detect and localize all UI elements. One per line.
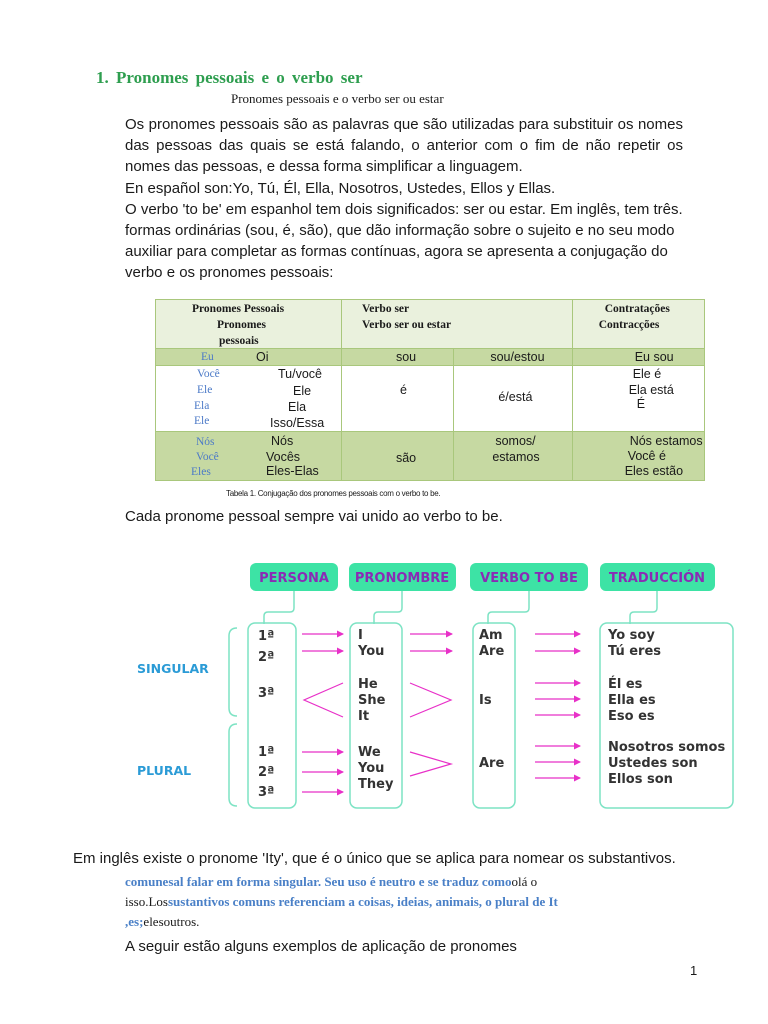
pronombre-item: You bbox=[358, 644, 385, 659]
pronoun-label: Ele bbox=[197, 384, 213, 397]
traduccion-item: Yo soy bbox=[608, 628, 655, 643]
pronombre-item: It bbox=[358, 709, 370, 724]
cell-text: Ela está bbox=[628, 383, 674, 398]
cell-text: são bbox=[395, 450, 417, 465]
cell-text: Você é bbox=[627, 448, 666, 463]
connector-line bbox=[264, 591, 294, 624]
header-cell-pronouns bbox=[156, 300, 342, 349]
section-subheading: Pronomes pessoais e o verbo ser ou estar bbox=[231, 91, 444, 106]
persona-item: 1ª bbox=[258, 629, 275, 644]
it-usage-text: sustantivos comuns referenciam a coisas, ideias, animais, o plural de It bbox=[167, 894, 558, 909]
cell-text: é/está bbox=[498, 390, 533, 405]
header-text: Verbo ser bbox=[361, 303, 410, 315]
traduccion-item: Nosotros somos bbox=[608, 740, 726, 755]
cell-text: Nós estamos bbox=[629, 433, 703, 448]
section-heading: 1. Pronomes pessoais e o verbo ser bbox=[96, 68, 363, 87]
verbo-item: Are bbox=[479, 756, 505, 771]
cell-text: Ela bbox=[288, 400, 307, 415]
header-text: Verbo ser ou estar bbox=[361, 319, 452, 331]
it-usage-text: elesoutros. bbox=[143, 914, 200, 929]
traduccion-item: Eso es bbox=[608, 709, 655, 724]
cell-text: somos/ bbox=[495, 433, 536, 448]
connector-line bbox=[374, 591, 402, 624]
paragraph-intro: Os pronomes pessoais são as palavras que são utilizadas para substituir os nomes das pessoas das quais se está falando, o anterior com o fim de não repetir os nomes das pessoas, e dessa forma simplificar a linguagem. bbox=[125, 116, 683, 175]
cell-text: Ele é bbox=[632, 367, 662, 382]
cell-text: Isso/Essa bbox=[270, 416, 325, 431]
cell-text: Oi bbox=[256, 350, 269, 365]
table-cell bbox=[156, 349, 342, 366]
pronoun-label: Ele bbox=[194, 415, 210, 428]
table-cell bbox=[572, 349, 704, 366]
page-number: 1 bbox=[690, 963, 698, 978]
table-cell bbox=[454, 366, 572, 431]
it-usage-text: comunesal falar em forma singular. Seu uso é neutro e se traduz como bbox=[125, 874, 512, 889]
paragraph-examples-intro: A seguir estão alguns exemplos de aplicação de pronomes bbox=[125, 938, 517, 955]
table-cell bbox=[341, 431, 453, 480]
pronombre-item: They bbox=[358, 777, 394, 792]
header-text: Contratações bbox=[604, 303, 670, 315]
pronombre-item: I bbox=[358, 628, 363, 643]
cell-text: Eu sou bbox=[634, 350, 674, 365]
connector-line bbox=[488, 591, 529, 624]
traduccion-item: Tú eres bbox=[608, 644, 662, 659]
cell-text: sou/estou bbox=[490, 350, 545, 365]
paragraph-pronoun-rule: Cada pronome pessoal sempre vai unido ao verbo to be. bbox=[125, 508, 503, 525]
cell-text: é bbox=[399, 383, 407, 398]
cell-text: Vocês bbox=[266, 449, 301, 464]
persona-item: 3ª bbox=[258, 686, 275, 701]
cell-text: Tu/você bbox=[278, 367, 323, 382]
diagram-header-verbo: VERBO TO BE bbox=[480, 571, 578, 586]
conjugation-table bbox=[155, 299, 705, 481]
pronoun-label: Você bbox=[197, 368, 220, 381]
pronoun-label: Eu bbox=[201, 351, 214, 364]
singular-label: SINGULAR bbox=[137, 661, 209, 676]
pronoun-label: Nós bbox=[196, 435, 215, 448]
traduccion-item: Ella es bbox=[608, 693, 656, 708]
pronoun-label: Você bbox=[196, 450, 219, 463]
table-cell bbox=[454, 349, 572, 366]
cell-text: Nós bbox=[271, 433, 294, 448]
table-header-row bbox=[156, 300, 705, 349]
verbo-item: Is bbox=[479, 693, 492, 708]
paragraph-verb-to-be: O verbo 'to be' em espanhol tem dois significados: ser ou estar. Em inglês, tem três. formas ordinárias (sou, é, são), que dão informação sobre o sujeito e no seu modo auxiliar para completar as formas contínuas, agora se apresenta a conjugação do verbo e os pronomes pessoais: bbox=[125, 201, 683, 281]
pronombre-item: We bbox=[358, 745, 381, 760]
cell-text: Eles estão bbox=[624, 463, 684, 478]
pronoun-label: Ela bbox=[194, 400, 210, 413]
fan-chevron bbox=[410, 752, 451, 776]
table-cell bbox=[156, 366, 342, 431]
table-cell bbox=[156, 431, 342, 480]
singular-bracket bbox=[229, 628, 237, 716]
cell-text: É bbox=[636, 397, 646, 412]
paragraph-it-pronoun: Em inglês existe o pronome 'Ity', que é o único que se aplica para nomear os substantivos. bbox=[73, 850, 676, 867]
it-usage-text: olá o bbox=[511, 874, 538, 889]
paragraph-spanish-pronouns: En español son:Yo, Tú, Él, Ella, Nosotros, Ustedes, Ellos y Ellas. bbox=[125, 180, 556, 197]
persona-item: 3ª bbox=[258, 785, 275, 800]
table-cell bbox=[454, 431, 572, 480]
table-cell bbox=[572, 431, 704, 480]
verbo-item: Am bbox=[479, 628, 503, 643]
it-usage-text: ,es; bbox=[125, 914, 144, 929]
persona-item: 2ª bbox=[258, 765, 275, 780]
header-text: pessoais bbox=[219, 335, 259, 347]
header-cell-contractions bbox=[572, 300, 704, 349]
header-cell-verb bbox=[341, 300, 572, 349]
fan-chevron bbox=[304, 683, 343, 717]
table-cell bbox=[341, 366, 453, 431]
diagram-header-pronombre: PRONOMBRE bbox=[354, 571, 450, 586]
persona-item: 1ª bbox=[258, 745, 275, 760]
fan-chevron bbox=[410, 683, 451, 717]
persona-item: 2ª bbox=[258, 650, 275, 665]
plural-label: PLURAL bbox=[137, 763, 192, 778]
cell-text: estamos bbox=[492, 449, 540, 464]
cell-text: Eles-Elas bbox=[266, 463, 319, 478]
table-caption: Tabela 1. Conjugação dos pronomes pessoais com o verbo to be. bbox=[226, 489, 441, 498]
verbo-item: Are bbox=[479, 644, 505, 659]
diagram-header-persona: PERSONA bbox=[259, 571, 329, 586]
table-row bbox=[156, 366, 705, 431]
cell-text: Ele bbox=[293, 384, 312, 399]
pronoun-diagram bbox=[130, 560, 740, 812]
traduccion-item: Ustedes son bbox=[608, 756, 698, 771]
traduccion-item: Ellos son bbox=[608, 772, 673, 787]
traduccion-item: Él es bbox=[608, 677, 643, 692]
pronombre-item: She bbox=[358, 693, 386, 708]
diagram-header-traduccion: TRADUCCIÓN bbox=[608, 571, 706, 586]
table-row bbox=[156, 431, 705, 480]
table-cell bbox=[341, 349, 453, 366]
it-usage-text: isso.Los bbox=[125, 894, 168, 909]
connector-line bbox=[630, 591, 657, 624]
pronoun-label: Eles bbox=[191, 465, 211, 478]
header-text: Contracções bbox=[598, 319, 660, 331]
cell-text: sou bbox=[395, 350, 417, 365]
pronombre-item: You bbox=[358, 761, 385, 776]
table-cell bbox=[572, 366, 704, 431]
header-text: Pronomes Pessoais bbox=[192, 303, 285, 315]
pronombre-item: He bbox=[358, 677, 378, 692]
header-text: Pronomes bbox=[217, 319, 266, 331]
table-row bbox=[156, 349, 705, 366]
plural-bracket bbox=[229, 724, 237, 806]
paragraph-it-usage bbox=[125, 872, 665, 932]
